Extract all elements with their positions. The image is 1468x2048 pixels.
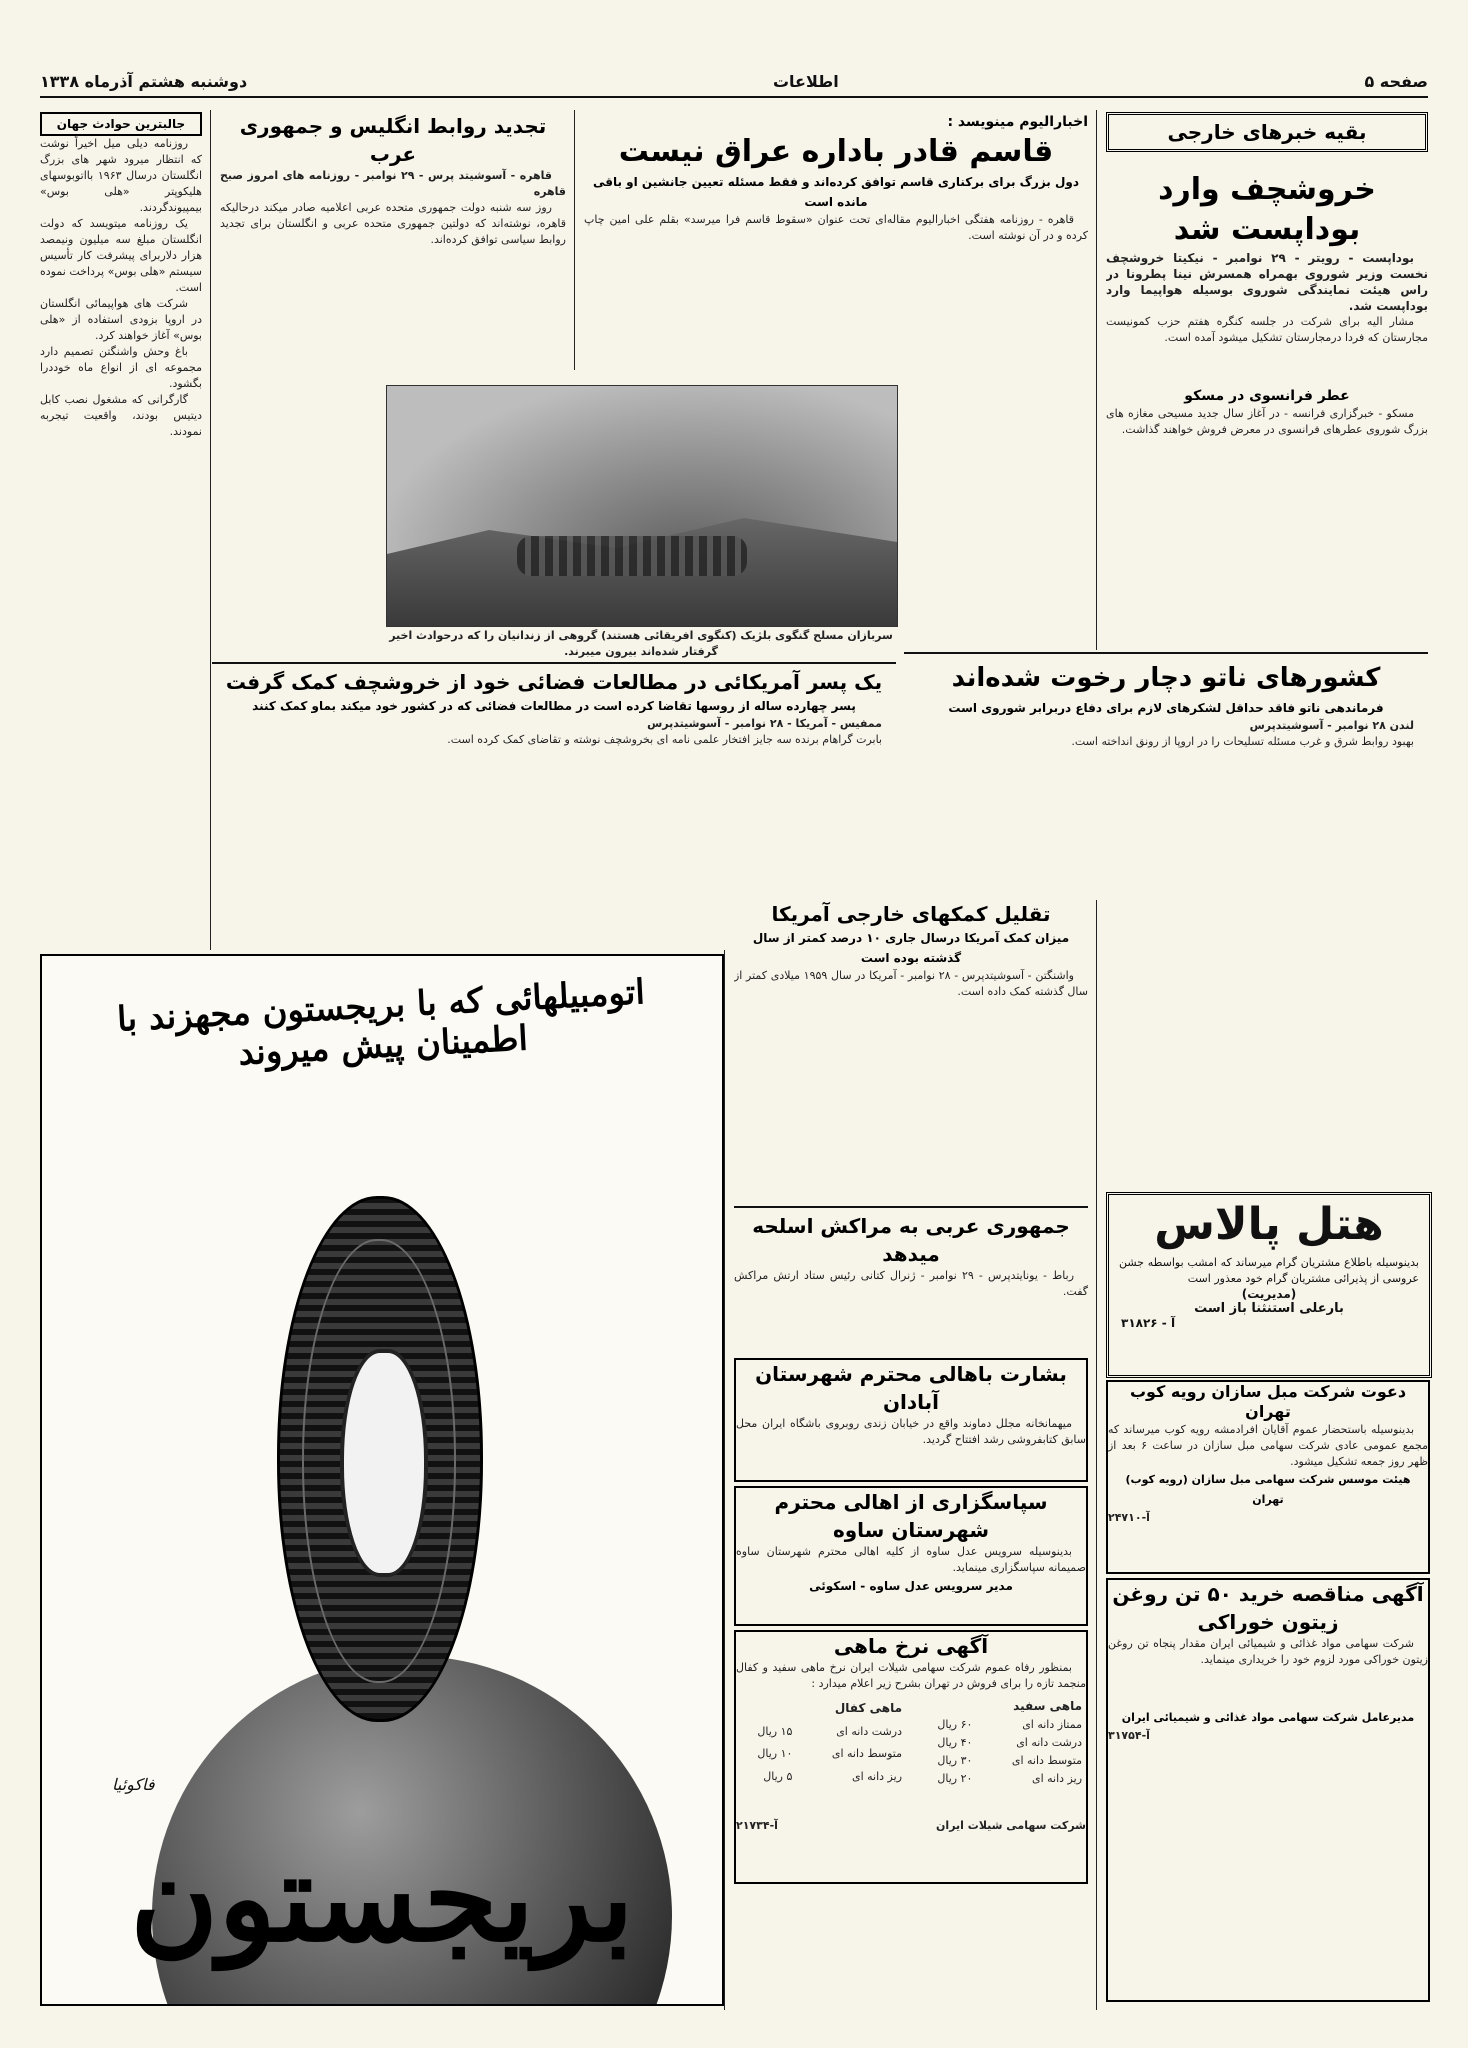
foreign-news-subhead: عطر فرانسوی در مسکو — [1184, 388, 1350, 404]
column-rule — [1096, 110, 1097, 650]
aid-body: واشنگتن - آسوشیتدپرس - ۲۸ نوامبر - آمریکا در سال ۱۹۵۹ میلادی کمتر از سال گذشته کمک داده است. — [734, 969, 1088, 998]
relations-story — [220, 112, 566, 380]
hotel-body: بدینوسیله باطلاع مشتریان گرام میرساند که امشب بواسطه جشن عروسی از پذیرائی مشتریان گرام خود معذور است — [1119, 1256, 1419, 1285]
fish-size: متوسط دانه ای — [831, 1747, 902, 1761]
world-events-item: باغ وحش واشنگتن تصمیم دارد مجموعه ای از انواع ماه خوددرا بگشود. — [40, 345, 202, 390]
foreign-news-subtitle: بوداپست - رویتر - ۲۹ نوامبر - نیکیتا خروشچف نخست وزیر شوروی بهمراه همسرش نینا پطرونا در راس هیئت نمایندگی شوروی بوسیله هواپیما وارد بوداپست شد. — [1106, 251, 1428, 313]
space-dateline: ممفیس - آمریکا - ۲۸ نوامبر - آسوشیتدپرس — [647, 717, 882, 730]
world-events-item: گارگرانی که مشغول نصب کابل دیتیس بودند، واقعیت تیجربه نمودند. — [40, 393, 202, 438]
arms-title: جمهوری عربی به مراکش اسلحه میدهد — [752, 1214, 1070, 1266]
fish-intro: بمنظور رفاه عموم شرکت سهامی شیلات ایران نرخ ماهی سفید و کفال منجمد تازه را برای فروش در تهران بشرح زیر اعلام میدارد : — [736, 1661, 1086, 1690]
furniture-sign: هیئت موسس شرکت سهامی مبل سازان (رویه کوب) تهران — [1125, 1473, 1411, 1506]
aid-subtitle: میزان کمک آمریکا درسال جاری ۱۰ درصد کمتر از سال گذشته بوده است — [752, 931, 1070, 965]
fish-price-ad — [734, 1630, 1088, 1884]
iraq-story — [584, 112, 1088, 380]
iraq-title: قاسم قادر باداره عراق نیست — [618, 134, 1054, 169]
relations-title: تجدید روابط انگلیس و جمهوری عرب — [239, 114, 547, 166]
olive-oil-title: آگهی مناقصه خرید ۵۰ تن روغن زیتون خوراکی — [1112, 1582, 1424, 1634]
space-title: یک پسر آمریکائی در مطالعات فضائی خود از خروشچف کمک گرفت — [225, 670, 883, 694]
foreign-news-column — [1106, 112, 1428, 652]
bridgestone-ad — [40, 954, 724, 2006]
fish-size: درشت دانه ای — [836, 1725, 902, 1739]
world-events-item: یک روزنامه میتویسد که دولت انگلستان مبلغ سه میلیون ونیمصد هزار دلاربرای پیشرفت کار تأسیس سیستم «هلی بوس» پرداخت نموده است. — [40, 217, 202, 294]
iraq-subtitle: دول بزرگ برای برکناری قاسم توافق کرده‌اند و فقط مسئله تعیین جانشین او باقی مانده است — [592, 175, 1080, 209]
world-events-item: روزنامه دیلی میل اخیراً نوشت که انتظار میرود شهر های بزرگ انگلستان درسال ۱۹۶۳ بااتوبوسهای هلیکوپتر «هلی بوس» بیمپیوندگردند. — [40, 137, 202, 214]
arms-body: رباط - یونایتدپرس - ۲۹ نوامبر - ژنرال کتانی رئیس ستاد ارتش مراکش گفت. — [734, 1269, 1088, 1298]
fish-size: درشت دانه ای — [1016, 1736, 1082, 1749]
space-body: بابرت گراهام برنده سه جایز افتخار علمی نامه ای بخروشچف نوشته و تقاضای کمک کرده است. — [447, 733, 882, 746]
nato-dateline: لندن ۲۸ نوامبر - آسوشیتدپرس — [1249, 719, 1414, 732]
hotel-note: بارعلی استنثنا باز است — [1194, 1301, 1344, 1316]
relations-body: روز سه شنبه دولت جمهوری متحده عربی اعلامیه صادر میکند درحالیکه قاهره، نوشته‌اند که دولتین جمهوری متحده عربی و انگلستان برای تجدید روابط سیاسی توافق کرده‌اند. — [220, 201, 566, 246]
table-row — [916, 1752, 1086, 1770]
hotel-name: هتل پالاس — [1154, 1199, 1384, 1250]
aid-title: تقلیل کمکهای خارجی آمریکا — [771, 902, 1051, 926]
fish-price: ۱۵ ریال — [757, 1725, 793, 1739]
world-events-header: جالبترین حوادث جهان — [40, 112, 202, 136]
nato-body: بهبود روابط شرق و غرب مسئله تسلیحات را در اروپا از رونق انداخته است. — [1071, 735, 1414, 748]
tire-hub — [340, 1349, 428, 1577]
arms-story — [734, 1212, 1088, 1352]
photo-caption: سربازان مسلح گنگوی بلژیک (کنگوی افریقائی هستند) گروهی از زندانیان را که درحوادث اخیر گرفتار شده‌اند بیرون میبرند. — [389, 629, 893, 658]
space-subtitle: پسر چهارده ساله از روسها تقاضا کرده است در مطالعات فضائی که در کشور خود میکند بماو کمک کنند — [252, 699, 856, 713]
fish-price: ۱۰ ریال — [757, 1747, 793, 1761]
fish-size: ریز دانه ای — [1031, 1772, 1082, 1785]
section-rule — [212, 662, 896, 664]
white-fish-table — [916, 1696, 1086, 1788]
relations-dateline: قاهره - آسوشیتد پرس - ۲۹ نوامبر - روزنامه های امروز صبح قاهره — [220, 169, 566, 198]
fish-price: ۳۰ ریال — [937, 1754, 973, 1767]
kefal-fish-header: ماهی کفال — [834, 1701, 902, 1716]
olive-oil-sign: مدیرعامل شرکت سهامی مواد غذائی و شیمیائی ایران — [1121, 1711, 1415, 1724]
fish-size: ریز دانه ای — [851, 1769, 902, 1783]
table-row — [736, 1766, 906, 1788]
ad-slogan: اتومبیلهائی که با بریجستون مجهزند با اطمینان پیش میروند — [116, 972, 646, 1074]
column-rule — [1096, 900, 1097, 2010]
furniture-notice — [1106, 1380, 1430, 1574]
fish-size: متوسط دانه ای — [1011, 1754, 1082, 1767]
olive-oil-body: شرکت سهامی مواد غذائی و شیمیائی ایران مقدار پنجاه تن روغن زیتون خوراکی مورد لزوم خود را خریداری مینماید. — [1108, 1637, 1428, 1666]
foreign-news-header: بقیه خبرهای خارجی — [1106, 112, 1428, 152]
hotel-sign: (مدیریت) — [1241, 1287, 1297, 1301]
olive-oil-code: آ-۳۱۷۵۴ — [1108, 1729, 1150, 1742]
world-events-column — [40, 112, 202, 952]
white-fish-header: ماهی سفید — [1013, 1699, 1082, 1713]
ad-brand: بریجستون — [130, 1828, 634, 1969]
artist-signature: فاکوئیا — [112, 1775, 155, 1794]
iraq-body: قاهره - روزنامه هفتگی اخبارالیوم مقاله‌ای تحت عنوان «سقوط قاسم فرا میرسد» بقلم علی امین چاپ کرده و در آن نوشته است. — [584, 213, 1088, 242]
furniture-code: آ-۲۴۷۱۰ — [1108, 1511, 1150, 1524]
column-rule — [724, 950, 725, 2010]
olive-oil-notice — [1106, 1578, 1430, 2002]
column-rule — [210, 110, 211, 950]
nato-title: کشورهای ناتو دچار رخوت شده‌اند — [951, 663, 1381, 693]
fish-size: ممتاز دانه ای — [1022, 1718, 1082, 1731]
saveh-body: بدینوسیله سرویس عدل ساوه از کلیه اهالی محترم شهرستان ساوه صمیمانه سپاسگزاری مینماید. — [736, 1545, 1086, 1574]
foreign-news-title: خروشچف وارد بوداپست شد — [1158, 172, 1376, 247]
issue-date: دوشنبه هشتم آذرماه ۱۳۳۸ — [40, 71, 248, 91]
fish-sign: شرکت سهامی شیلات ایران — [936, 1819, 1086, 1832]
table-row — [916, 1770, 1086, 1788]
fish-code: آ-۲۱۷۳۴ — [736, 1819, 778, 1832]
nato-subtitle: فرماندهی ناتو فاقد حداقل لشکرهای لازم برای دفاع دربرابر شوروی است — [948, 701, 1384, 715]
furniture-title: دعوت شرکت مبل سازان رویه کوب تهران — [1129, 1382, 1407, 1421]
fish-footer — [736, 1818, 1086, 1834]
nato-story — [904, 658, 1428, 894]
tire-illustration — [277, 1196, 483, 1722]
furniture-body: بدینوسیله باستحضار عموم آقایان افرادمشه رویه کوب میرساند که مجمع عمومی عادی شرکت سهامی مبل سازان در ساعت ۶ بعد از ظهر روز جمعه تشکیل میشود. — [1108, 1423, 1428, 1468]
saveh-title: سپاسگزاری از اهالی محترم شهرستان ساوه — [774, 1490, 1048, 1542]
section-rule — [904, 652, 1428, 654]
fish-price: ۶۰ ریال — [937, 1718, 973, 1731]
saveh-sign: مدیر سرویس عدل ساوه - اسکوئی — [809, 1579, 1013, 1593]
hotel-code: آ - ۳۱۸۲۶ — [1121, 1316, 1176, 1330]
section-rule — [734, 1206, 1088, 1208]
fish-price-tables — [736, 1696, 1086, 1788]
congo-photo — [386, 385, 898, 627]
hotel-palace-ad — [1106, 1192, 1432, 1378]
world-events-item: شرکت های هواپیمائی انگلستان در اروپا بزودی استفاده از «هلی بوس» آغاز خواهند کرد. — [40, 297, 202, 342]
table-row — [736, 1743, 906, 1765]
abadan-notice — [734, 1358, 1088, 1482]
fish-price: ۲۰ ریال — [937, 1772, 973, 1785]
table-row — [736, 1721, 906, 1743]
masthead — [40, 66, 1428, 98]
column-rule — [574, 110, 575, 370]
fish-price: ۴۰ ریال — [937, 1736, 973, 1749]
fish-price: ۵ ریال — [763, 1769, 793, 1783]
abadan-title: بشارت باهالی محترم شهرستان آبادان — [755, 1362, 1067, 1414]
iraq-kicker: اخبارالیوم مینویسد : — [947, 114, 1088, 130]
page-number: صفحه ۵ — [1364, 71, 1428, 91]
foreign-news-subbody: مسکو - خبرگزاری فرانسه - در آغاز سال جدید مسیحی مغازه های بزرگ شوروی عطرهای فرانسوی در معرض فروش خواهند گذاشت. — [1106, 407, 1428, 436]
photo-prisoners — [517, 536, 747, 576]
paper-name: اطلاعات — [772, 71, 839, 91]
table-row — [916, 1716, 1086, 1734]
saveh-notice — [734, 1486, 1088, 1626]
table-row — [916, 1734, 1086, 1752]
kefal-fish-table — [736, 1696, 906, 1788]
abadan-body: میهمانخانه مجلل دماوند واقع در خیابان زندی روبروی باشگاه ایران محل سابق کتابفروشی رشد افتتاح گردید. — [736, 1417, 1086, 1446]
foreign-news-body: مشار الیه برای شرکت در جلسه کنگره هفتم حزب کمونیست مجارستان که فردا درمجارستان تشکیل میشود آمده است. — [1106, 315, 1428, 344]
fish-title: آگهی نرخ ماهی — [833, 1634, 989, 1658]
aid-story — [734, 900, 1088, 1200]
